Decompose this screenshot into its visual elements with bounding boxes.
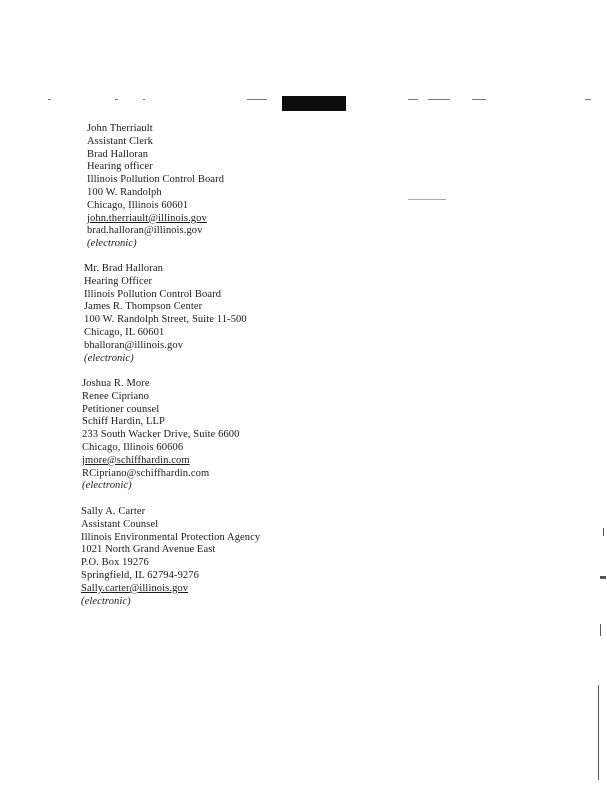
scan-speck [115,99,118,100]
delivery-note: (electronic) [82,480,132,492]
contact-line: Illinois Pollution Control Board [84,288,222,300]
email-text: brad.halloran@illinois.gov [87,225,203,237]
email-link[interactable]: john.therriault@illinois.gov [87,212,207,224]
delivery-note: (electronic) [81,595,131,607]
contact-block [81,506,260,608]
contact-line: Illinois Pollution Control Board [87,174,225,186]
delivery-note: (electronic) [87,238,137,250]
contact-block [82,378,240,493]
contact-line: James R. Thompson Center [84,301,203,313]
contact-line: Assistant Clerk [87,135,153,147]
delivery-note: (electronic) [84,352,134,364]
contact-line: 1021 North Grand Avenue East [81,544,216,556]
contact-block [87,123,224,251]
scan-mark [600,576,606,579]
contact-line: Springfield, IL 62794-9276 [81,569,199,581]
email-link[interactable]: jmore@schiffhardin.com [82,454,190,466]
contact-line: Chicago, Illinois 60601 [87,199,189,211]
scan-speck [48,99,51,100]
contact-line: Schiff Hardin, LLP [82,416,165,428]
contact-line: Mr. Brad Halloran [84,263,163,274]
scan-mark [598,685,599,780]
contact-line: Petitioner counsel [82,403,160,415]
redaction-bar [282,96,346,111]
scan-speck [408,99,418,100]
contact-block [84,263,247,365]
scan-speck [408,199,446,200]
contact-line: Brad Halloran [87,148,149,160]
contact-line: Chicago, Illinois 60606 [82,441,184,453]
contact-line: Renee Cipriano [82,390,150,402]
contact-line: Hearing officer [87,161,153,173]
email-link[interactable]: Sally.carter@illinois.gov [81,582,189,594]
contact-line: Sally A. Carter [81,506,146,517]
contact-line: 100 W. Randolph [87,186,162,198]
scan-speck [247,99,267,100]
scan-speck [143,99,145,100]
contact-line: Joshua R. More [82,378,150,389]
scan-mark [600,624,601,636]
scan-speck [472,99,486,100]
contact-line: Chicago, IL 60601 [84,326,165,338]
contact-line: 100 W. Randolph Street, Suite 11-500 [84,314,247,326]
scan-speck [585,99,591,100]
contact-line: John Therriault [87,123,153,134]
contact-line: Illinois Environmental Protection Agency [81,531,261,543]
scan-speck [428,99,450,100]
contact-line: P.O. Box 19276 [81,557,149,569]
scan-mark [603,528,604,536]
contact-line: 233 South Wacker Drive, Suite 6600 [82,429,240,441]
email-text: bhalloran@illinois.gov [84,339,184,351]
contact-line: Hearing Officer [84,275,153,287]
contact-line: Assistant Counsel [81,518,159,530]
email-text: RCipriano@schiffhardin.com [82,467,210,479]
